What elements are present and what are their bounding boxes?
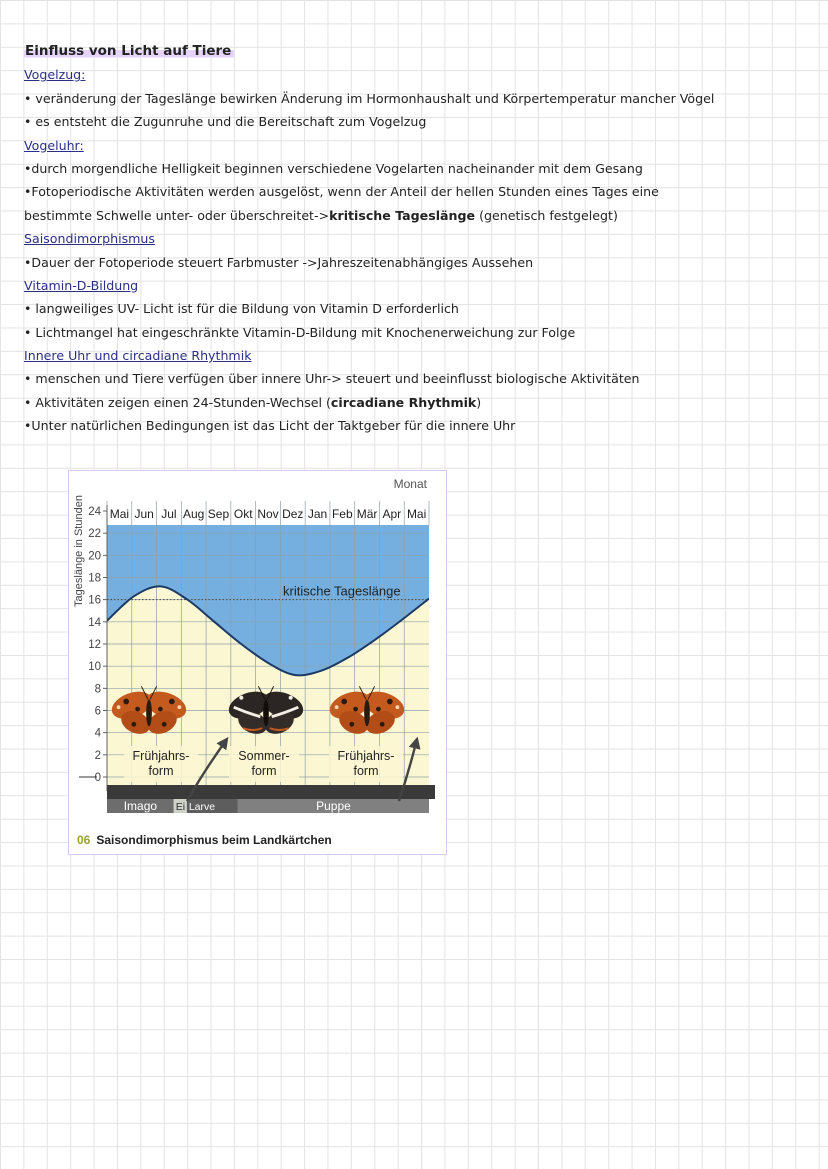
bold-term: circadiane Rhythmik — [330, 394, 477, 410]
month-tick-label: Mär — [356, 507, 378, 521]
month-tick-label: Mai — [109, 507, 130, 521]
month-tick-label: Apr — [382, 507, 402, 521]
form-label: form — [251, 764, 277, 778]
y-tick-label: 22 — [88, 528, 101, 541]
text-line: •Dauer der Fotoperiode steuert Farbmuster ->Jahreszeitenabhängiges Aussehen — [24, 254, 534, 270]
heading-vitamin-d: Vitamin-D-Bildung — [24, 277, 139, 293]
month-tick-label: Nov — [257, 507, 279, 521]
heading-saisondimorphismus: Saisondimorphismus — [24, 231, 155, 247]
month-tick-label: Dez — [282, 507, 304, 521]
stage-label: Puppe — [316, 799, 351, 813]
month-tick-label: Sep — [207, 507, 230, 521]
text-line: • menschen und Tiere verfügen über innere Uhr-> steuert und beeinflusst biologische Aktivitäten — [24, 371, 640, 387]
text-line-rich — [24, 204, 814, 227]
heading-vogelzug: Vogelzug: — [24, 67, 86, 83]
form-label: Frühjahrs- — [132, 749, 190, 763]
text-line: • Lichtmangel hat eingeschränkte Vitamin-D-Bildung mit Knochenerweichung zur Folge — [24, 324, 576, 340]
y-tick-label: 10 — [88, 661, 101, 674]
month-tick-label: Okt — [233, 507, 253, 521]
y-tick-label: 18 — [88, 572, 101, 585]
form-label: Sommer- — [238, 749, 290, 763]
figure-saisondimorphismus — [68, 470, 447, 855]
y-tick-label: 8 — [94, 683, 101, 696]
note-title: Einfluss von Licht auf Tiere — [24, 40, 814, 63]
heading-innere-uhr: Innere Uhr und circadiane Rhythmik — [24, 348, 252, 364]
text-fragment: bestimmte Schwelle unter- oder überschreitet-> — [24, 207, 330, 223]
y-tick-label: 0 — [94, 772, 101, 784]
stage-bar-top — [107, 785, 435, 799]
month-tick-label: Feb — [331, 507, 353, 521]
y-tick-label: 20 — [88, 550, 101, 563]
critical-threshold-label: kritische Tageslänge — [283, 583, 401, 599]
caption-number: 06 — [77, 833, 91, 847]
stage-label: Larve — [188, 801, 216, 813]
stage-label: Imago — [123, 799, 158, 813]
text-fragment: • Aktivitäten zeigen einen 24-Stunden-Wechsel ( — [24, 394, 331, 410]
figure-caption — [77, 833, 332, 847]
notes — [24, 40, 814, 438]
text-line: • langweiliges UV- Licht ist für die Bildung von Vitamin D erforderlich — [24, 301, 459, 317]
month-tick-label: Jun — [134, 507, 154, 521]
caption-text: Saisondimorphismus beim Landkärtchen — [96, 833, 332, 847]
stage-label: Ei — [175, 801, 186, 813]
y-axis-label: Tageslänge in Stunden — [73, 495, 85, 607]
y-tick-label: 16 — [88, 594, 101, 607]
y-tick-label: 2 — [94, 749, 101, 762]
text-line-rich — [24, 391, 814, 414]
text-line: •durch morgendliche Helligkeit beginnen verschiedene Vogelarten nacheinander mit dem Gesang — [24, 160, 643, 176]
bold-term: kritische Tageslänge — [329, 207, 476, 223]
month-tick-label: Jan — [307, 507, 328, 521]
month-tick-label: Aug — [183, 507, 205, 521]
x-axis-label: Monat — [393, 477, 427, 491]
y-tick-label: 6 — [94, 705, 101, 718]
text-fragment: (genetisch festgelegt) — [475, 207, 618, 223]
stage-bar — [107, 785, 435, 813]
month-tick-label: Jul — [161, 507, 177, 521]
text-line: • es entsteht die Zugunruhe und die Bereitschaft zum Vogelzug — [24, 114, 427, 130]
text-line: •Unter natürlichen Bedingungen ist das Licht der Taktgeber für die innere Uhr — [24, 418, 516, 434]
y-tick-label: 14 — [88, 616, 101, 629]
form-label: form — [148, 764, 174, 778]
y-tick-label: 4 — [94, 727, 101, 740]
form-label: Frühjahrs- — [337, 749, 395, 763]
text-fragment: ) — [476, 394, 482, 410]
text-line: •Fotoperiodische Aktivitäten werden ausgelöst, wenn der Anteil der hellen Stunden eines Tages eine — [24, 184, 659, 200]
heading-vogeluhr: Vogeluhr: — [24, 137, 84, 153]
y-tick-label: 24 — [88, 506, 101, 518]
form-label: form — [353, 764, 379, 778]
month-tick-label: Mai — [406, 507, 427, 521]
chart — [69, 471, 448, 856]
y-tick-label: 12 — [88, 639, 101, 651]
text-line: • veränderung der Tageslänge bewirken Änderung im Hormonhaushalt und Körpertemperatur mancher Vögel — [24, 90, 715, 106]
